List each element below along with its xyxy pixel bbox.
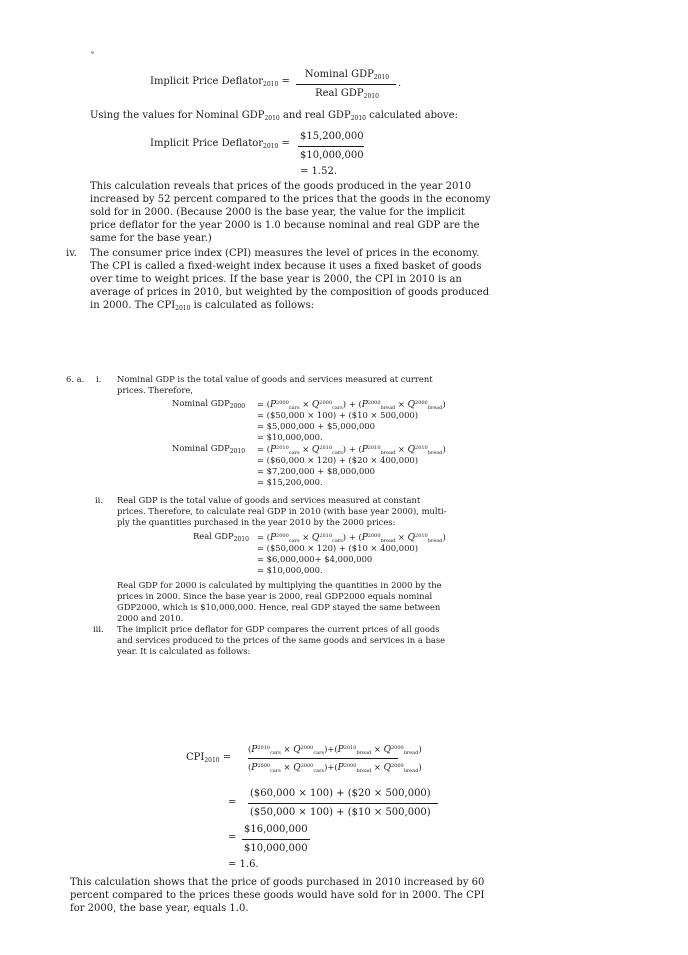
eq2-result: = 1.52.	[300, 166, 338, 177]
implicit-deflator-eq2-lhs: Implicit Price Deflator$_{2010}$ =	[150, 138, 290, 150]
eq2-denominator: $10,000,000	[300, 150, 364, 161]
real-gdp-para-line-4: 2000 and 2010.	[117, 613, 184, 623]
calc-para-line-2: increased by 52 percent compared to the prices that the goods in the economy	[90, 194, 491, 205]
cpi-step2-denominator: $10,000,000	[244, 843, 308, 854]
calc-para-line-1: This calculation reveals that prices of the goods produced in the year 2010	[90, 181, 472, 192]
eq1-fraction-bar	[296, 84, 396, 85]
real-gdp-step-1: = ($50,000 × 120) + ($10 × 400,000)	[257, 543, 419, 553]
eq2-fraction-bar	[298, 146, 364, 147]
nominal-gdp-2000-step-1: = ($50,000 × 100) + ($10 × 500,000)	[257, 410, 419, 420]
question-6a-label: 6. a.	[66, 374, 85, 384]
real-gdp-para-line-1: Real GDP for 2000 is calculated by multiplying the quantities in 2000 by the	[117, 580, 442, 590]
i-line-1: Nominal GDP is the total value of goods and services measured at current	[117, 374, 433, 384]
using-values-text: Using the values for Nominal $GDP_{2010}$ and real $GDP_{2010}$ calculated above:	[90, 110, 458, 122]
eq1-denominator: Real $GDP_{2010}$	[315, 88, 379, 100]
iv-label: iv.	[66, 248, 77, 259]
ii-line-1: Real GDP is the total value of goods and services measured at constant	[117, 495, 421, 505]
real-gdp-para-line-2: prices in 2000. Since the base year is 2000, real GDP2000 equals nominal	[117, 591, 433, 601]
ii-line-3: ply the quantities purchased in the year 2010 by the 2000 prices:	[117, 517, 396, 527]
cpi-formula-bar	[248, 758, 398, 759]
iv-line-5: in 2000. The $CPI_{2010}$ is calculated as follows:	[90, 300, 315, 312]
nominal-gdp-2010-lhs: Nominal $GDP_{2010}$	[172, 443, 246, 455]
cpi-step1-denominator: ($50,000 × 100) + ($10 × 500,000)	[250, 807, 431, 818]
iv-line-3: over time to weight prices. If the base year is 2000, the CPI in 2010 is an	[90, 274, 462, 285]
final-para-line-1: This calculation shows that the price of goods purchased in 2010 increased by 60	[70, 877, 485, 888]
nominal-gdp-2010-step-1: = ($60,000 × 120) + ($20 × 400,000)	[257, 455, 419, 465]
stray-mark: ˇ	[90, 52, 95, 63]
cpi-formula-denominator: $(P^{2000}_{cars} \times Q^{2000}_{cars})+(P^{2000}_{bread} \times Q^{2000}_{bread})$	[248, 762, 422, 774]
nominal-gdp-2000-lhs: Nominal $GDP_{2000}$	[172, 398, 246, 410]
i-label: i.	[96, 374, 102, 384]
calc-para-line-5: same for the base year.)	[90, 233, 212, 244]
nominal-gdp-2000-step-3: = $10,000,000.	[257, 432, 323, 442]
nominal-gdp-2000-formula: = $(P^{2000}_{cars} \times Q^{2000}_{cars}) + (P^{2000}_{bread} \times Q^{2000}_{bread})$	[257, 399, 446, 411]
cpi-step1-bar	[248, 803, 438, 804]
eq2-numerator: $15,200,000	[300, 131, 364, 142]
iv-line-2: The CPI is called a fixed-weight index because it uses a fixed basket of goods	[90, 261, 482, 272]
iv-line-1: The consumer price index (CPI) measures the level of prices in the economy.	[90, 248, 480, 259]
cpi-step2-eq: =	[228, 832, 237, 843]
nominal-gdp-2000-step-2: = $5,000,000 + $5,000,000	[257, 421, 375, 431]
final-para-line-3: for 2000, the base year, equals 1.0.	[70, 903, 249, 914]
ii-line-2: prices. Therefore, to calculate real GDP in 2010 (with base year 2000), multi-	[117, 506, 447, 516]
nominal-gdp-2010-step-2: = $7,200,000 + $8,000,000	[257, 466, 375, 476]
cpi-lhs: $CPI_{2010}$ =	[186, 752, 232, 764]
i-line-2: prices. Therefore,	[117, 385, 193, 395]
iii-line-2: and services produced to the prices of the same goods and services in a base	[117, 635, 446, 645]
real-gdp-step-2: = $6,000,000+ $4,000,000	[257, 554, 373, 564]
cpi-formula-numerator: $(P^{2010}_{cars} \times Q^{2000}_{cars})+(P^{2010}_{bread} \times Q^{2000}_{bread})$	[248, 744, 422, 756]
cpi-step1-numerator: ($60,000 × 100) + ($20 × 500,000)	[250, 788, 431, 799]
ii-label: ii.	[95, 495, 104, 505]
iv-line-4: average of prices in 2010, but weighted by the composition of goods produced	[90, 287, 490, 298]
iii-line-3: year. It is calculated as follows:	[117, 646, 251, 656]
iii-line-1: The implicit price deflator for GDP compares the current prices of all goods	[117, 624, 440, 634]
eq1-numerator: Nominal $GDP_{2010}$	[304, 69, 390, 81]
cpi-step2-numerator: $16,000,000	[244, 824, 308, 835]
calc-para-line-4: price deflator for the year 2000 is 1.0 because nominal and real GDP are the	[90, 220, 480, 231]
real-gdp-para-line-3: GDP2000, which is $10,000,000. Hence, real GDP stayed the same between	[117, 602, 441, 612]
iii-label: iii.	[93, 624, 104, 634]
real-gdp-step-3: = $10,000,000.	[257, 565, 323, 575]
final-para-line-2: percent compared to the prices these goods would have sold for in 2000. The CPI	[70, 890, 485, 901]
cpi-result: = 1.6.	[228, 859, 259, 870]
nominal-gdp-2010-formula: = $(P^{2010}_{cars} \times Q^{2010}_{cars}) + (P^{2010}_{bread} \times Q^{2010}_{bread})$	[257, 444, 446, 456]
eq1-period: .	[398, 78, 402, 89]
nominal-gdp-2010-step-3: = $15,200,000.	[257, 477, 323, 487]
calc-para-line-3: sold for in 2000. (Because 2000 is the base year, the value for the implicit	[90, 207, 465, 218]
real-gdp-2010-formula: = $(P^{2000}_{cars} \times Q^{2010}_{cars}) + (P^{2000}_{bread} \times Q^{2010}_{bread})$	[257, 532, 446, 544]
real-gdp-2010-lhs: Real $GDP_{2010}$	[193, 531, 249, 543]
cpi-step1-eq: =	[228, 797, 237, 808]
implicit-deflator-eq1-lhs: Implicit Price Deflator$_{2010}$ =	[150, 76, 290, 88]
cpi-step2-bar	[242, 839, 310, 840]
